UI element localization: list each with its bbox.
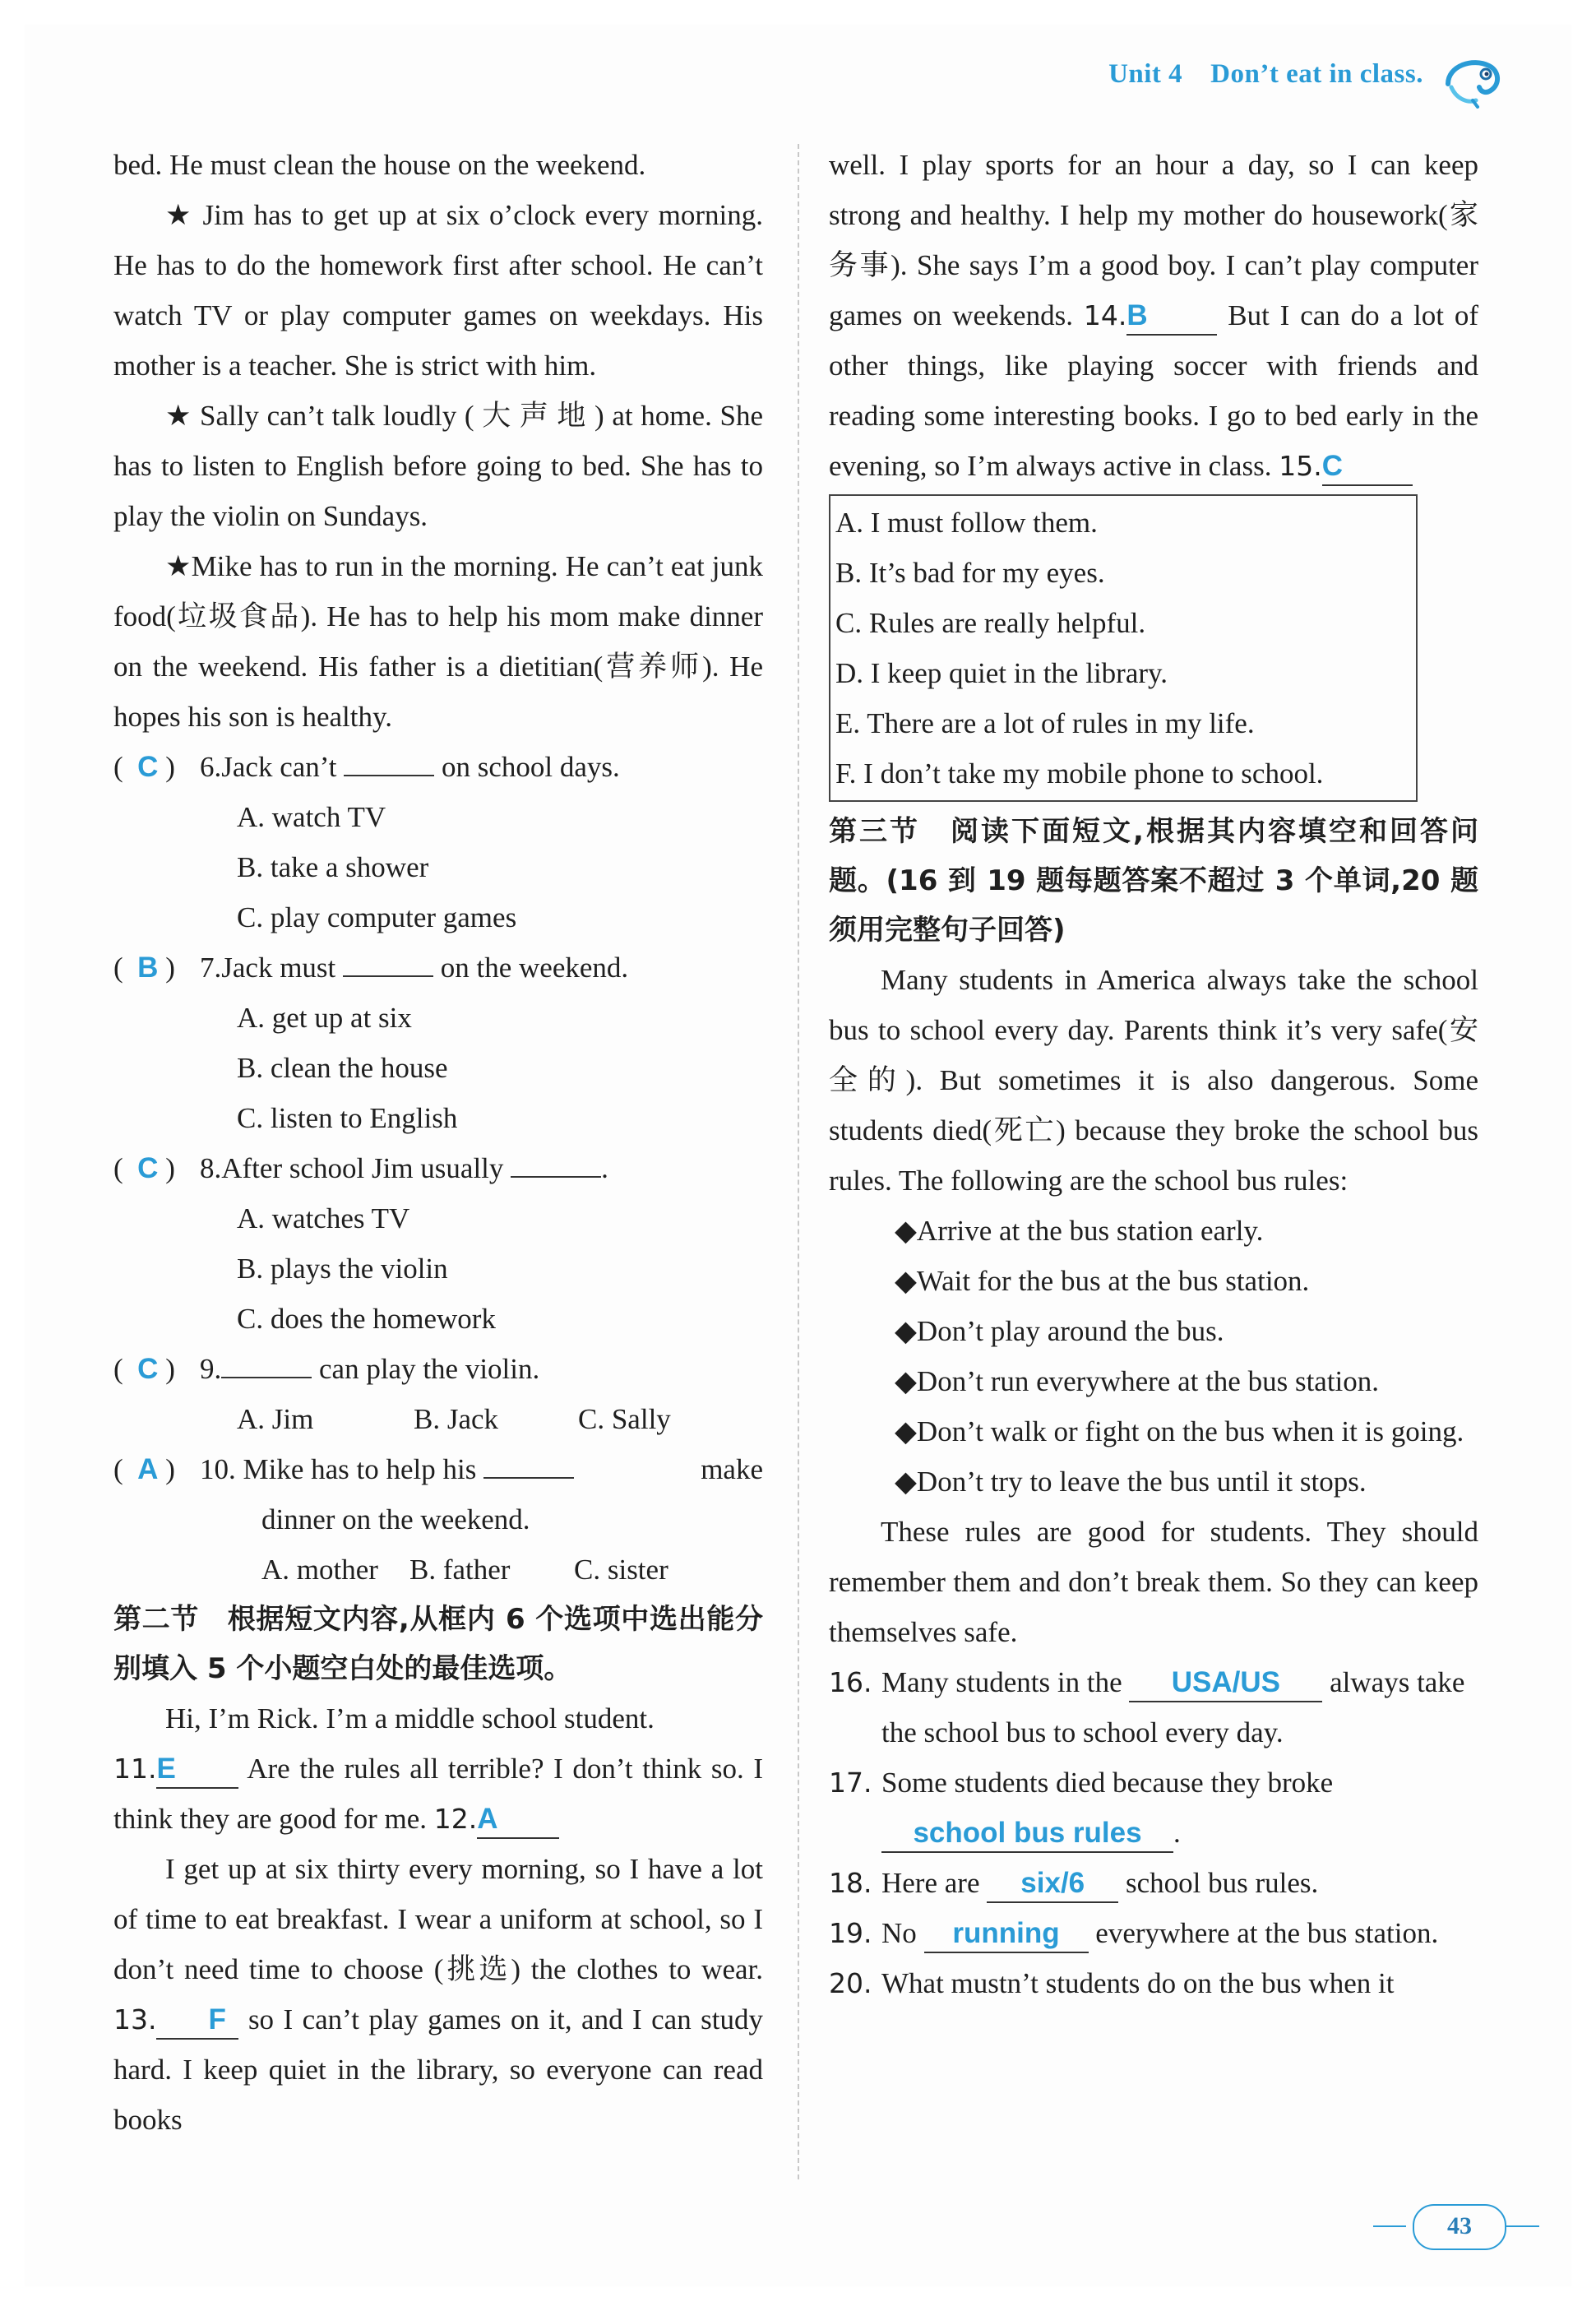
option-8a: A. watches TV: [237, 1202, 410, 1234]
passage-q11-12: 11.E Are the rules all terrible? I don’t think so. I think they are good for me. 12.A: [113, 1744, 763, 1844]
box-option-c: C. Rules are really helpful.: [835, 607, 1146, 639]
blank: [511, 1176, 601, 1178]
answer-6: C: [137, 751, 159, 783]
answer-7: B: [137, 952, 159, 984]
header-unit: Unit 4: [1108, 59, 1183, 89]
question-7: ( B ) 7.Jack must on the weekend.: [113, 952, 629, 984]
answer-18: six/6: [987, 1865, 1118, 1903]
footer-line-right: [1506, 2225, 1539, 2227]
answer-12: A: [477, 1801, 559, 1839]
section-2-heading: 第二节 根据短文内容,从框内 6 个选项中选出能分别填入 5 个小题空白处的最佳选项。: [113, 1603, 763, 1685]
blank: [221, 1377, 312, 1378]
section-3-heading: 第三节 阅读下面短文,根据其内容填空和回答问题。(16 到 19 题每题答案不超过 3 个单词,20 题须用完整句子回答): [829, 815, 1478, 947]
answer-13: F: [156, 2002, 238, 2040]
question-17: 17. Some students died because they broke school bus rules .: [829, 1758, 1478, 1858]
option-8c: C. does the homework: [237, 1303, 496, 1335]
box-option-a: A. I must follow them.: [835, 507, 1098, 539]
option-9a: A. Jim: [237, 1403, 314, 1435]
footer-line-left: [1373, 2225, 1406, 2227]
rule-1: ◆Arrive at the bus station early.: [895, 1215, 1264, 1247]
box-option-d: D. I keep quiet in the library.: [835, 657, 1168, 689]
passage-line-bed: bed. He must clean the house on the weekend.: [113, 149, 646, 181]
passage-bus: Many students in America always take the school bus to school every day. Parents think it’s very safe(安全的). But sometimes it is also dangerous. Some students died(死亡) because they broke the school bus rules. The following are the school bus rules:: [829, 964, 1478, 1197]
option-10b: B. father: [409, 1554, 511, 1586]
option-6b: B. take a shower: [237, 851, 429, 883]
passage-sally: ★ Sally can’t talk loudly ( 大 声 地 ) at home. She has to listen to English before going to bed. She has to play the violin on Sundays.: [113, 400, 763, 532]
option-6a: A. watch TV: [237, 801, 386, 833]
answer-17: school bus rules: [881, 1815, 1173, 1853]
question-10-cont: dinner on the weekend.: [261, 1503, 530, 1535]
question-16: 16. Many students in the USA/US always take the school bus to school every day.: [829, 1666, 1465, 1748]
options-9: [113, 1394, 763, 1444]
header-title: Don’t eat in class.: [1210, 59, 1423, 89]
right-column: [829, 140, 1478, 2008]
answer-14: B: [1126, 298, 1217, 336]
options-10: [113, 1545, 763, 1595]
rule-5: ◆Don’t walk or fight on the bus when it is going.: [895, 1415, 1464, 1447]
question-8: ( C ) 8.After school Jim usually .: [113, 1152, 608, 1184]
question-9: ( C ) 9. can play the violin.: [113, 1353, 540, 1385]
option-8b: B. plays the violin: [237, 1253, 448, 1285]
column-divider: [798, 144, 799, 2179]
answer-15: C: [1322, 448, 1413, 486]
passage-bus-end: These rules are good for students. They should remember them and don’t break them. So they can keep themselves safe.: [829, 1516, 1478, 1648]
passage-jim: ★ Jim has to get up at six o’clock every morning. He has to do the homework first after school. He can’t watch TV or play computer games on weekdays. His mother is a teacher. She is strict with him.: [113, 199, 763, 382]
running-header: [1108, 59, 1423, 90]
passage-rick-cont: well. I play sports for an hour a day, so I can keep strong and healthy. I help my mother do housework(家务事). She says I’m a good boy. I can’t play computer games on weekends. 14.B But I can do a lot of other things, like playing soccer with friends and reading some interesting books. I go to bed early in the evening, so I’m always active in class. 15.C: [829, 140, 1478, 491]
answer-19: running: [924, 1915, 1089, 1953]
answer-10: A: [137, 1453, 159, 1485]
passage-mike: ★Mike has to run in the morning. He can’t eat junk food(垃圾食品). He has to help his mom make dinner on the weekend. His father is a dietitian(营养师). He hopes his son is healthy.: [113, 550, 763, 733]
option-7b: B. clean the house: [237, 1052, 448, 1084]
rule-4: ◆Don’t run everywhere at the bus station.: [895, 1365, 1380, 1397]
question-10: ( A ) 10. Mike has to help his make: [113, 1453, 763, 1485]
passage-rick-intro: Hi, I’m Rick. I’m a middle school student.: [165, 1702, 655, 1734]
option-9b: B. Jack: [414, 1403, 499, 1435]
blank: [483, 1477, 574, 1479]
box-option-b: B. It’s bad for my eyes.: [835, 557, 1105, 589]
question-6: ( C ) 6.Jack can’t on school days.: [113, 751, 620, 783]
options-box: [829, 494, 1418, 802]
left-column: [113, 140, 763, 2145]
page-number: 43: [1413, 2204, 1506, 2250]
option-9c: C. Sally: [578, 1403, 671, 1435]
blank: [344, 775, 434, 776]
answer-11: E: [156, 1751, 238, 1789]
rule-3: ◆Don’t play around the bus.: [895, 1315, 1224, 1347]
option-7a: A. get up at six: [237, 1002, 412, 1034]
answer-9: C: [137, 1353, 159, 1385]
box-option-f: F. I don’t take my mobile phone to school.: [835, 757, 1324, 790]
question-18: 18. Here are six/6 school bus rules.: [829, 1858, 1478, 1908]
box-option-e: E. There are a lot of rules in my life.: [835, 707, 1255, 739]
option-6c: C. play computer games: [237, 901, 517, 933]
rule-6: ◆Don’t try to leave the bus until it stops.: [895, 1466, 1367, 1498]
question-19: 19. No running everywhere at the bus station.: [829, 1908, 1478, 1958]
rule-2: ◆Wait for the bus at the bus station.: [895, 1265, 1310, 1297]
blank: [343, 975, 433, 977]
passage-rick-body: I get up at six thirty every morning, so I have a lot of time to eat breakfast. I wear a uniform at school, so I don’t need time to choose (挑选) the clothes to wear. 13. F so I can’t play games on it, and I can study hard. I keep quiet in the library, so everyone can read books: [113, 1853, 763, 2136]
answer-8: C: [137, 1152, 159, 1184]
option-10a: A. mother: [261, 1554, 378, 1586]
option-7c: C. listen to English: [237, 1102, 458, 1134]
answer-16: USA/US: [1129, 1665, 1322, 1702]
question-20: 20. What mustn’t students do on the bus when it: [829, 1967, 1395, 1999]
chameleon-mascot-icon: [1440, 51, 1504, 109]
option-10c: C. sister: [574, 1554, 668, 1586]
